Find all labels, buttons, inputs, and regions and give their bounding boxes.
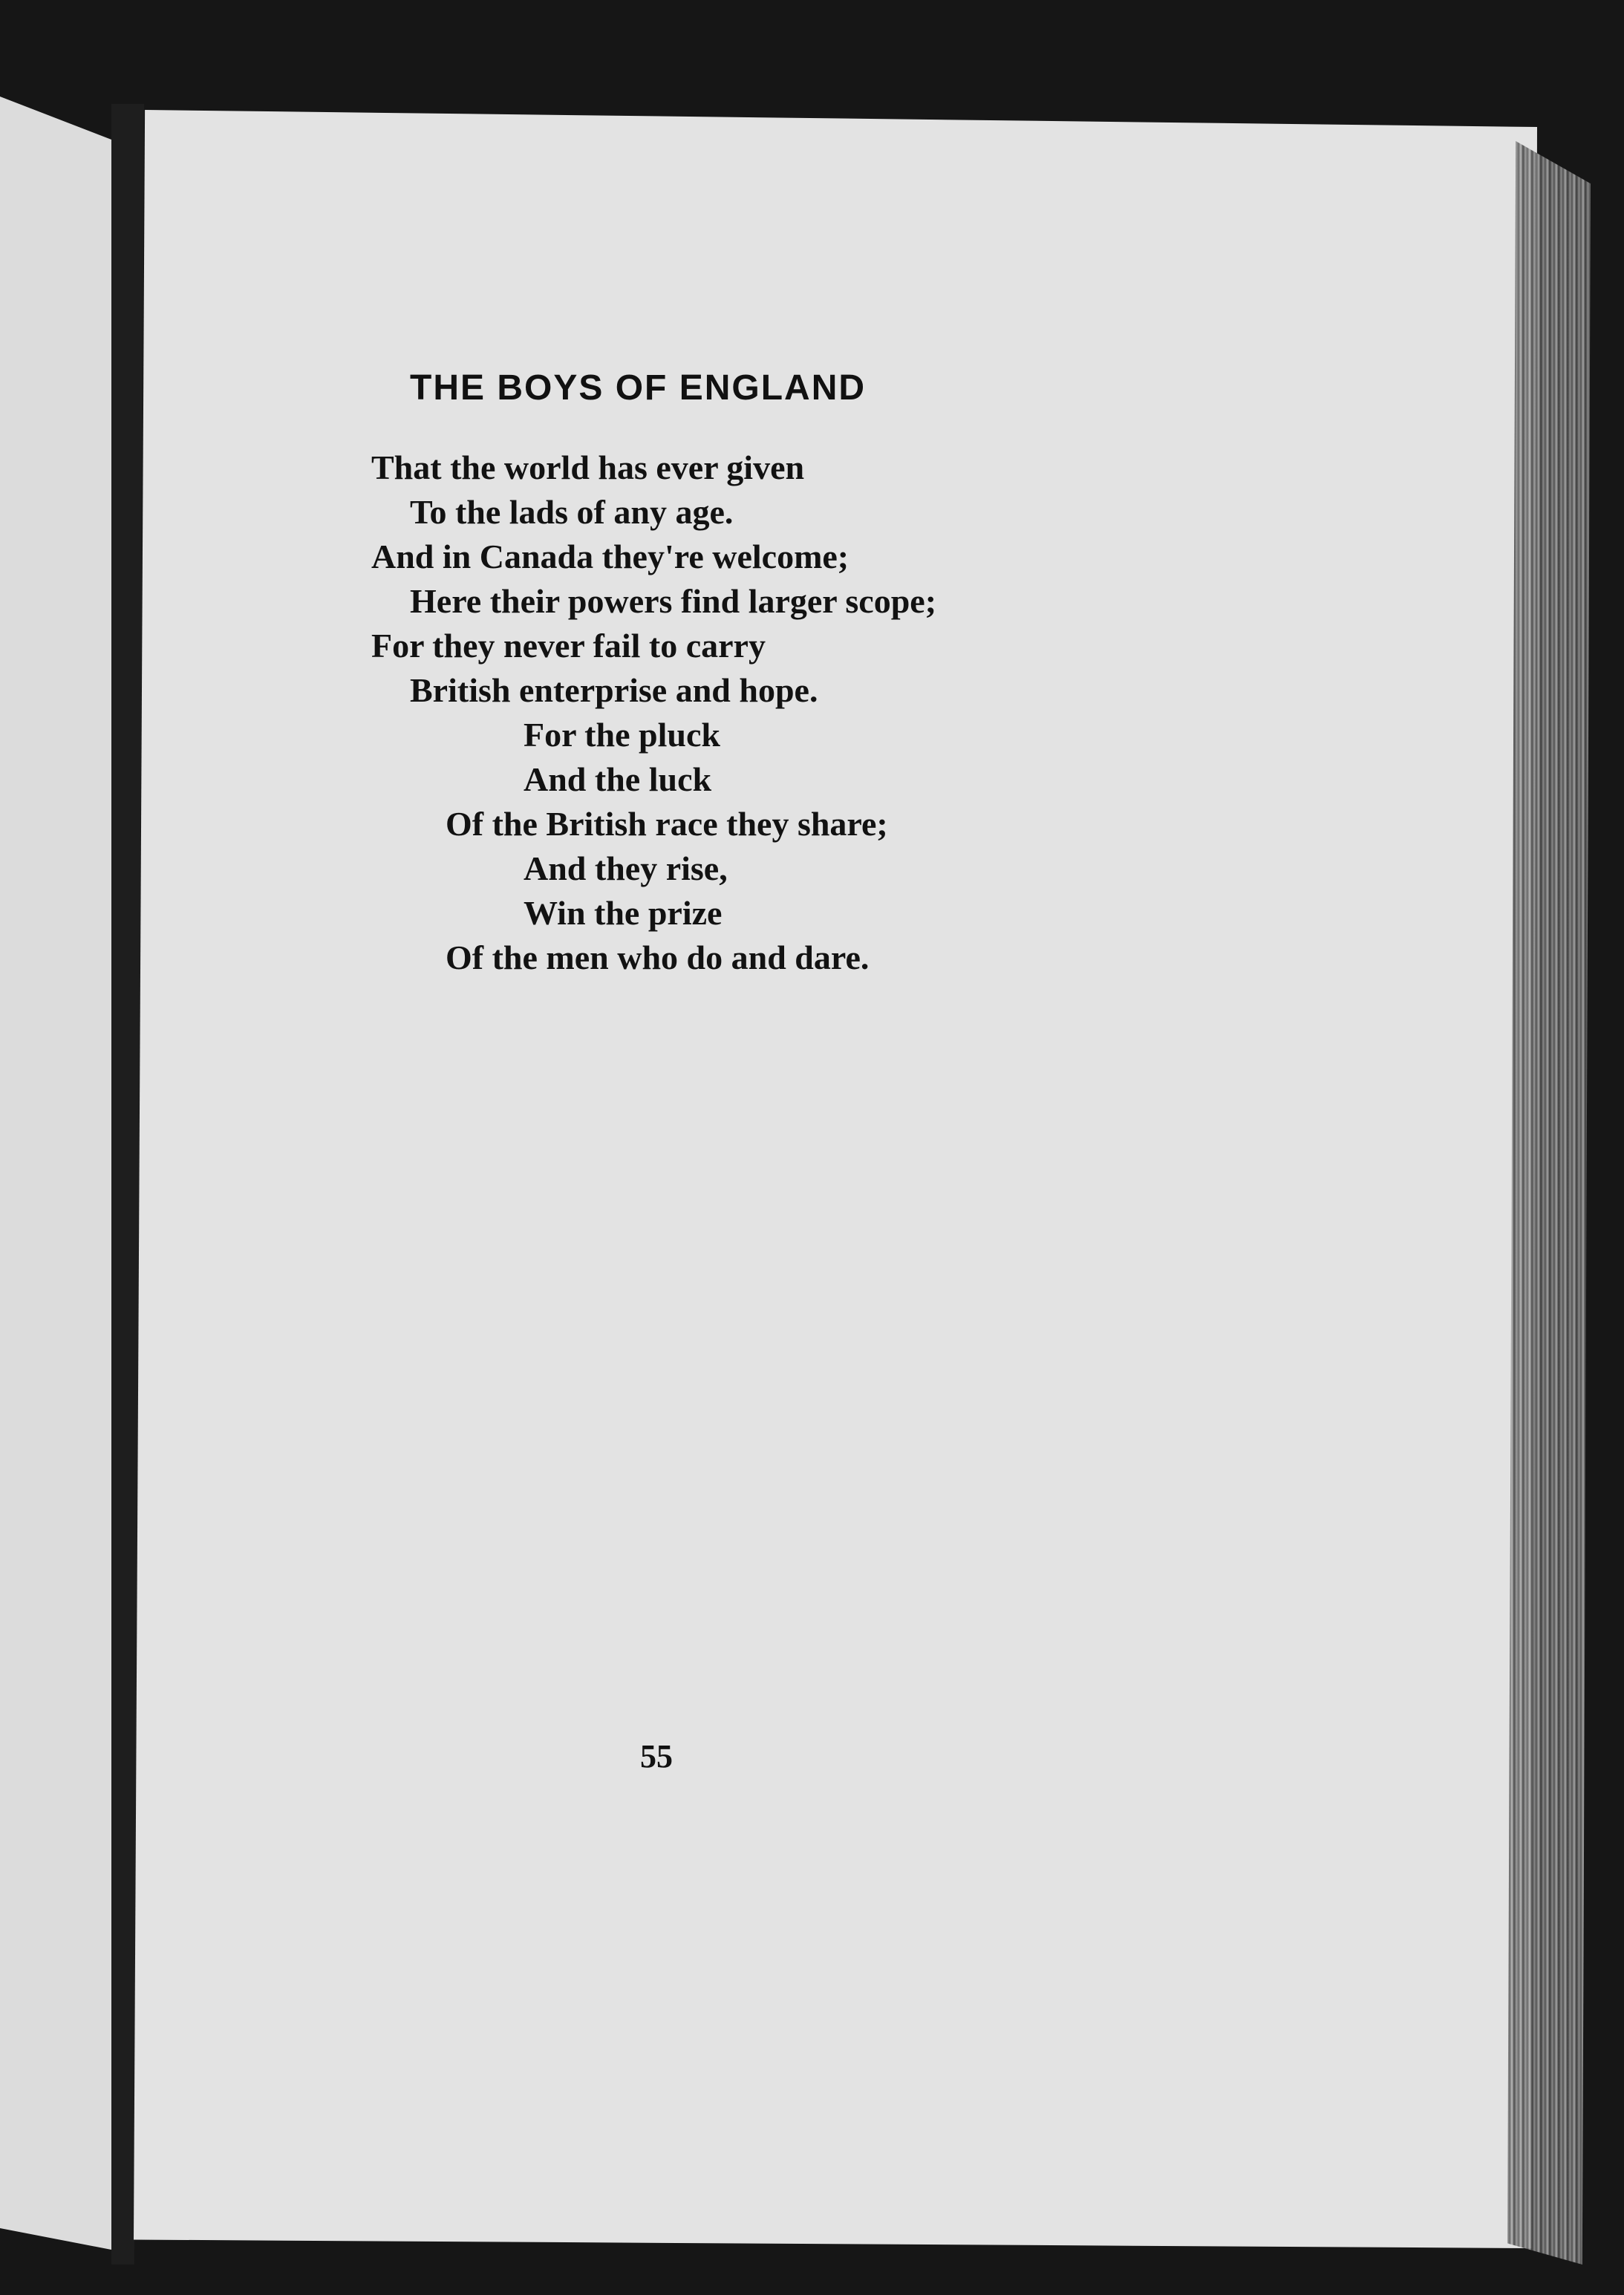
poem-line: Win the prize bbox=[524, 894, 723, 932]
poem-line: And they rise, bbox=[524, 849, 728, 887]
poem-line: British enterprise and hope. bbox=[410, 671, 818, 709]
poem-text bbox=[371, 445, 936, 980]
poem-line: Of the men who do and dare. bbox=[446, 938, 870, 976]
book-page bbox=[134, 110, 1537, 2248]
page-number: 55 bbox=[640, 1738, 673, 1775]
poem-line: For the pluck bbox=[524, 716, 720, 754]
poem-line: And in Canada they're welcome; bbox=[371, 538, 849, 575]
poem-line: Here their powers find larger scope; bbox=[410, 582, 937, 620]
facing-page-edge bbox=[0, 97, 111, 2250]
page-stack-edges bbox=[1507, 141, 1591, 2265]
poem-line: To the lads of any age. bbox=[410, 493, 734, 531]
poem-line: That the world has ever given bbox=[371, 448, 805, 486]
poem-line: And the luck bbox=[524, 760, 712, 798]
poem-title: THE BOYS OF ENGLAND bbox=[410, 368, 867, 408]
poem-line: For they never fail to carry bbox=[371, 627, 766, 665]
poem-line: Of the British race they share; bbox=[446, 805, 888, 843]
